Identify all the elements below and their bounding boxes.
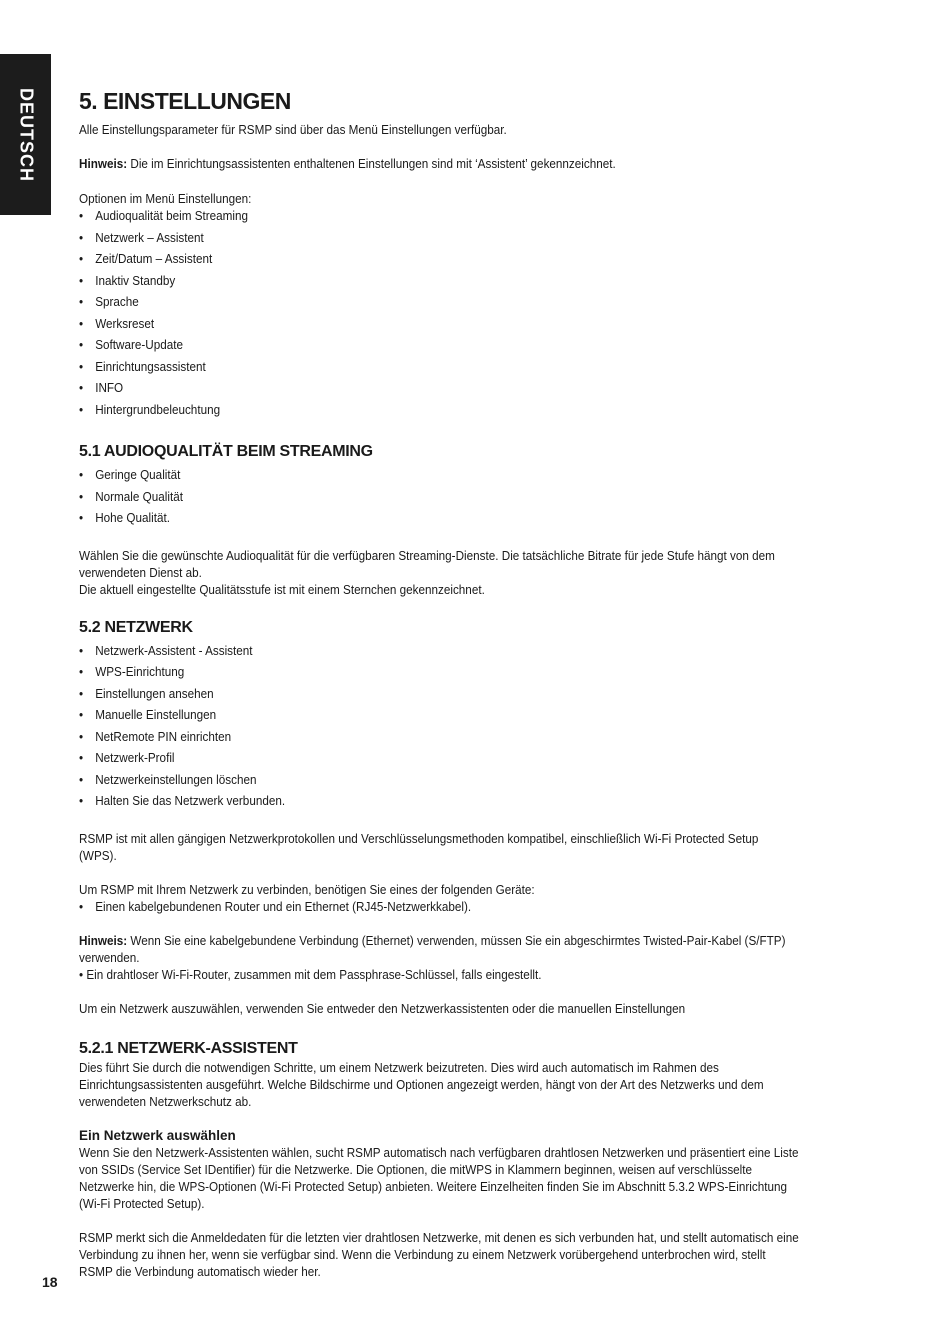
side-tab-label: DEUTSCH [16, 87, 36, 182]
list-item: • Manuelle Einstellungen [79, 704, 799, 726]
list-item: • Netzwerk-Profil [79, 747, 799, 769]
wizard-description: Dies führt Sie durch die notwendigen Schritte, um einem Netzwerk beizutreten. Dies wird auch automatisch im Rahmen des Einrichtungsassistenten ausgeführt. Welche Bildschirme und Optionen angezeigt werden, hängt von der Art des Netzwerks und dem verwendeten Netzwerkschutz ab. [79, 1059, 764, 1109]
network-compat-text: RSMP ist mit allen gängigen Netzwerkprotokollen und Verschlüsselungsmethoden kompatibel, einschließlich Wi-Fi Protected Setup (WPS). [79, 830, 759, 863]
list-item: • Einstellungen ansehen [79, 683, 799, 705]
list-item: • Zeit/Datum – Assistent [79, 248, 799, 270]
quality-note: Die aktuell eingestellte Qualitätsstufe ist mit einem Sternchen gekennzeichnet. [79, 581, 485, 597]
note-wifi-line: • Ein drahtloser Wi-Fi-Router, zusammen mit dem Passphrase-Schlüssel, falls eingestellt. [79, 966, 542, 982]
list-item: • Software-Update [79, 334, 799, 356]
list-item: • Sprache [79, 291, 799, 313]
list-item: • Hintergrundbeleuchtung [79, 399, 799, 421]
note-label: Hinweis: [79, 932, 128, 948]
note-text: Die im Einrichtungsassistenten enthaltenen Einstellungen sind mit ‘Assistent’ gekennzeichnet. [127, 156, 616, 171]
list-item: • Einrichtungsassistent [79, 356, 799, 378]
quality-description: Wählen Sie die gewünschte Audioqualität für die verfügbaren Streaming-Dienste. Die tatsächliche Bitrate für jede Stufe hängt von dem verwendeten Dienst ab. [79, 547, 775, 580]
list-item: • INFO [79, 377, 799, 399]
network-select-text: Um ein Netzwerk auszuwählen, verwenden Sie entweder den Netzwerkassistenten oder die manuellen Einstellungen [79, 1000, 686, 1016]
list-item: • Geringe Qualität [79, 464, 799, 486]
note-ethernet [79, 932, 799, 966]
options-list [79, 205, 879, 420]
options-intro: Optionen im Menü Einstellungen: [79, 191, 252, 206]
list-item: • Halten Sie das Netzwerk verbunden. [79, 790, 799, 812]
subheading-select-network: Ein Netzwerk auswählen [79, 1127, 236, 1143]
select-network-text: Wenn Sie den Netzwerk-Assistenten wählen, sucht RSMP automatisch nach verfügbaren drahtlosen Netzwerken und präsentiert eine Liste von SSIDs (Service Set IDentifier) für die Netzwerke. Die Optionen, die mitWPS in Klammern beginnen, weisen auf verschlüsselte Netzwerke hin, die WPS-Optionen (Wi-Fi Protected Setup) anbieten. Weitere Einzelheiten finden Sie im Abschnitt 5.3.2 WPS-Einrichtung (Wi-Fi Protected Setup). [79, 1144, 799, 1211]
page-title: 5. EINSTELLUNGEN [79, 88, 291, 114]
list-item: • Werksreset [79, 313, 799, 335]
language-side-tab [0, 54, 51, 215]
section-heading-5-1: 5.1 AUDIOQUALITÄT BEIM STREAMING [79, 443, 373, 460]
list-item: • Audioqualität beim Streaming [79, 205, 799, 227]
note-setup [79, 155, 799, 172]
list-item: • Netzwerkeinstellungen löschen [79, 769, 799, 791]
list-item: • Normale Qualität [79, 486, 799, 508]
note-text: Wenn Sie eine kabelgebundene Verbindung (Ethernet) verwenden, müssen Sie ein abgeschirmtes Twisted-Pair-Kabel (S/FTP) verwenden. [79, 932, 786, 965]
section-heading-5-2-1: 5.2.1 NETZWERK-ASSISTENT [79, 1039, 298, 1057]
section-heading-5-2: 5.2 NETZWERK [79, 618, 193, 636]
requirements-list [79, 898, 879, 915]
list-item: • Hohe Qualität. [79, 507, 799, 529]
quality-list [79, 464, 879, 529]
list-item: • Netzwerk – Assistent [79, 227, 799, 249]
list-item: • WPS-Einrichtung [79, 661, 799, 683]
note-label: Hinweis: [79, 156, 128, 171]
page-number: 18 [42, 1274, 58, 1290]
remember-network-text: RSMP merkt sich die Anmeldedaten für die letzten vier drahtlosen Netzwerke, mit denen es sich verbunden hat, und stellt automatisch eine Verbindung zu ihnen her, wenn sie verfügbar sind. Wenn die Verbindung zu einem Netzwerk vorübergehend unterbrochen wird, stellt RSMP die Verbindung automatisch wieder her. [79, 1229, 799, 1279]
list-item: • Inaktiv Standby [79, 270, 799, 292]
network-requirements-text: Um RSMP mit Ihrem Netzwerk zu verbinden, benötigen Sie eines der folgenden Geräte: [79, 881, 535, 897]
list-item: • Einen kabelgebundenen Router und ein Ethernet (RJ45-Netzwerkkabel). [79, 898, 799, 915]
page-content [79, 87, 879, 1280]
intro-text: Alle Einstellungsparameter für RSMP sind über das Menü Einstellungen verfügbar. [79, 122, 507, 137]
list-item: • Netzwerk-Assistent - Assistent [79, 640, 799, 662]
list-item: • NetRemote PIN einrichten [79, 726, 799, 748]
network-list [79, 640, 879, 812]
